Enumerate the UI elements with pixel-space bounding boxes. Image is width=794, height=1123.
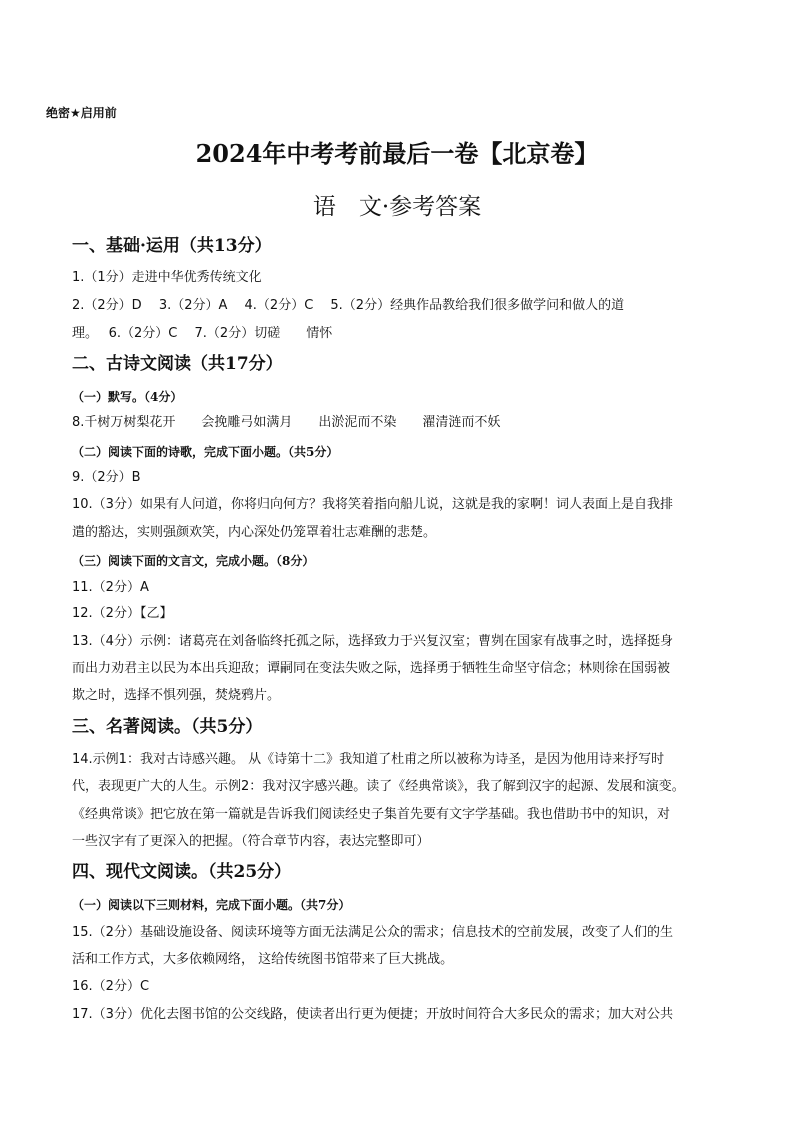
section-heading: 一、基础·运用（共13分）	[72, 236, 272, 256]
section-heading: 二、古诗文阅读（共17分）	[72, 354, 283, 374]
answer-line: 《经典常谈》把它放在第一篇就是告诉我们阅读经史子集首先要有文字学基础。我也借助书中的知识，对	[72, 807, 671, 822]
subsection-heading: （三）阅读下面的文言文，完成小题。（8分）	[72, 554, 315, 568]
answer-line: 1.（1分）走进中华优秀传统文化	[72, 270, 262, 285]
answer-line: 9.（2分）B	[72, 470, 141, 485]
answer-line: 而出力劝君主以民为本出兵迎敌；谭嗣同在变法失败之际，选择勇于牺牲生命坚守信念；林则徐在国弱被	[72, 661, 671, 676]
document-subtitle: 语 文·参考答案	[312, 194, 482, 220]
subsection-heading: （一）阅读以下三则材料，完成下面小题。（共7分）	[72, 898, 351, 912]
answer-line: 10.（3分）如果有人问道，你将归向何方？我将笑着指向船儿说，这就是我的家啊！词人表面上是自我排	[72, 497, 673, 512]
answer-line: 遣的豁达，实则强颜欢笑，内心深处仍笼罩着壮志难酬的悲楚。	[72, 525, 437, 540]
answer-line: 代，表现更广大的人生。示例2：我对汉字感兴趣。读了《经典常谈》，我了解到汉字的起源、发展和演变。	[72, 779, 685, 794]
section-heading: 四、现代文阅读。（共25分）	[72, 862, 292, 882]
document-title: 2024年中考考前最后一卷【北京卷】	[195, 139, 599, 168]
confidential-label: 绝密★启用前	[46, 106, 117, 120]
subsection-heading: （一）默写。（4分）	[72, 390, 183, 404]
answer-line: 11.（2分）A	[72, 580, 149, 595]
answer-line: 16.（2分）C	[72, 979, 150, 994]
answer-line: 活和工作方式，大多依赖网络， 这给传统图书馆带来了巨大挑战。	[72, 952, 454, 967]
answer-line: 12.（2分）【乙】	[72, 606, 173, 621]
answer-line: 15.（2分）基础设施设备、阅读环境等方面无法满足公众的需求；信息技术的空前发展，改变了人们的生	[72, 925, 673, 940]
answer-line: 2.（2分）D 3.（2分）A 4.（2分）C 5.（2分）经典作品教给我们很多做学问和做人的道	[72, 298, 625, 313]
answer-line: 13.（4分）示例：诸葛亮在刘备临终托孤之际，选择致力于兴复汉室；曹刿在国家有战事之时，选择挺身	[72, 634, 673, 649]
section-heading: 三、名著阅读。（共5分）	[72, 717, 263, 737]
answer-line: 理。 6.（2分）C 7.（2分）切磋 情怀	[72, 326, 333, 341]
answer-line: 17.（3分）优化去图书馆的公交线路，使读者出行更为便捷；开放时间符合大多民众的需求；加大对公共	[72, 1007, 673, 1022]
subsection-heading: （二）阅读下面的诗歌，完成下面小题。（共5分）	[72, 445, 339, 459]
answer-line: 一些汉字有了更深入的把握。（符合章节内容，表达完整即可）	[72, 834, 430, 849]
answer-line: 欺之时，选择不惧列强，焚烧鸦片。	[72, 688, 281, 703]
answer-line: 8.千树万树梨花开 会挽雕弓如满月 出淤泥而不染 濯清涟而不妖	[72, 415, 501, 430]
answer-line: 14.示例1：我对古诗感兴趣。 从《诗第十二》我知道了杜甫之所以被称为诗圣，是因为他用诗来抒写时	[72, 752, 665, 767]
